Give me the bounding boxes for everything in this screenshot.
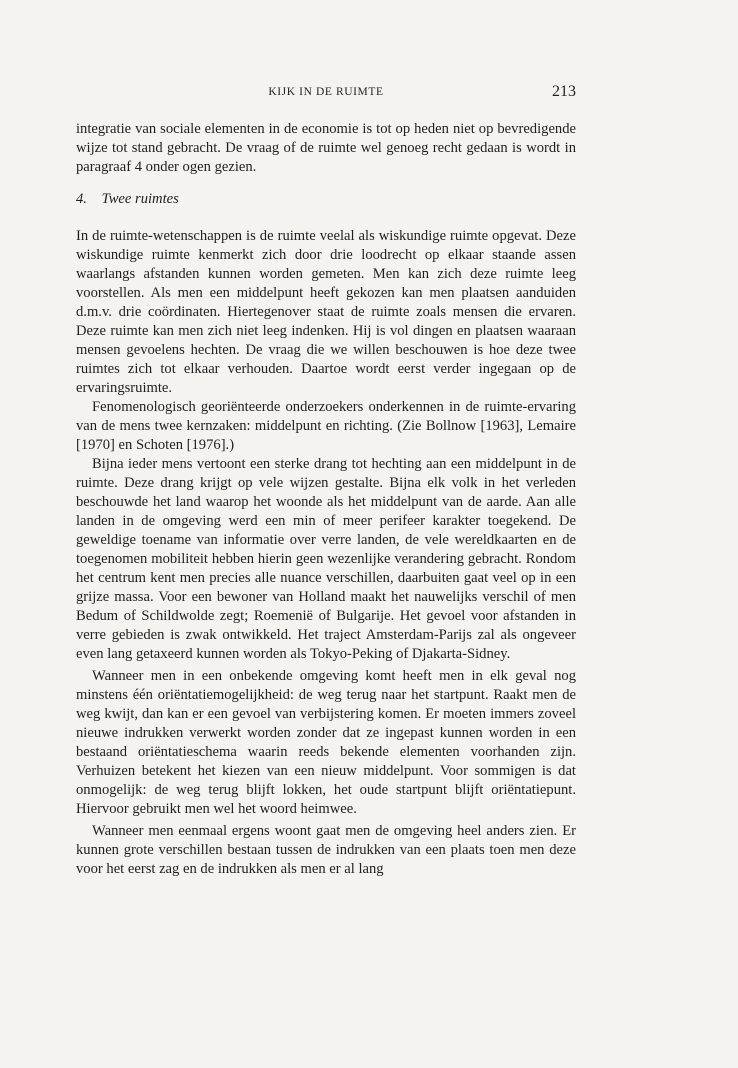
paragraph-intro: integratie van sociale elementen in de economie is tot op heden niet op bevredigende wijze tot stand gebracht. De vraag of de ruimte wel genoeg recht gedaan is wordt in paragraaf 4 onder ogen gezien.	[76, 121, 576, 175]
running-title: KIJK IN DE RUIMTE	[268, 86, 384, 98]
paragraph: Fenomenologisch georiënteerde onderzoekers onderkennen in de ruimte-ervaring van de mens twee kernzaken: middelpunt en richting. (Zie Bollnow [1963], Lemaire [1970] en Schoten [1976].)	[76, 399, 576, 453]
body-text	[76, 120, 576, 879]
paragraph: Wanneer men eenmaal ergens woont gaat men de omgeving heel anders zien. Er kunnen grote verschillen bestaan tussen de indrukken van een plaats toen men deze voor het eerst zag en de indrukken als men er al lang	[76, 823, 576, 877]
section-number: 4.	[76, 191, 87, 207]
section-heading	[76, 190, 576, 209]
paragraph: Bijna ieder mens vertoont een sterke drang tot hechting aan een middelpunt in de ruimte. Deze drang krijgt op vele wijzen gestalte. Bijna elk volk in het verleden beschouwde het land waarop het woonde als het middelpunt van de aarde. Aan alle landen in de omgeving werd een min of meer perifeer karakter toegekend. De geweldige toename van informatie over verre landen, de vele wereldkaarten en de toegenomen mobiliteit hebben hierin geen wezenlijke verandering gebracht. Rondom het centrum kent men precies alle nuance verschillen, daarbuiten gaat veel op in een grijze massa. Voor een bewoner van Holland maakt het nauwelijks verschil of men Bedum of Schildwolde zegt; Roemenië of Bulgarije. Het gevoel voor afstanden in verre gebieden is zwak ontwikkeld. Het traject Amsterdam-Parijs zal als ongeveer even lang getaxeerd kunnen worden als Tokyo-Peking of Djakarta-Sidney.	[76, 456, 576, 662]
paragraph: In de ruimte-wetenschappen is de ruimte veelal als wiskundige ruimte opgevat. Deze wiskundige ruimte kenmerkt zich door drie loodrecht op elkaar staande assen waarlangs afstanden kunnen worden gemeten. Men kan zich deze ruimte leeg voorstellen. Als men een middelpunt heeft gekozen kan men plaatsen aanduiden d.m.v. drie coördinaten. Hiertegenover staat de ruimte zoals mensen die ervaren. Deze ruimte kan men zich niet leeg indenken. Hij is vol dingen en plaatsen waaraan mensen gevoelens hechten. De vraag die we willen beschouwen is hoe deze twee ruimtes zich tot elkaar verhouden. Daartoe wordt eerst verder ingegaan op de ervaringsruimte.	[76, 228, 576, 396]
page-number: 213	[552, 83, 576, 100]
page-header	[76, 83, 576, 103]
paragraph: Wanneer men in een onbekende omgeving komt heeft men in elk geval nog minstens één oriëntatiemogelijkheid: de weg terug naar het startpunt. Raakt men de weg kwijt, dan kan er een gevoel van verbijstering komen. Er moeten immers zoveel nieuwe indrukken verwerkt worden zonder dat ze ingepast kunnen worden in een bestaand oriëntatieschema waarin reeds bekende elementen voorhanden zijn. Verhuizen betekent het kiezen van een nieuw middelpunt. Voor sommigen is dat onmogelijk: de weg terug blijft lokken, het oude startpunt blijft oriëntatiepunt. Hiervoor gebruikt men wel het woord heimwee.	[76, 668, 576, 817]
section-title: Twee ruimtes	[101, 191, 179, 207]
